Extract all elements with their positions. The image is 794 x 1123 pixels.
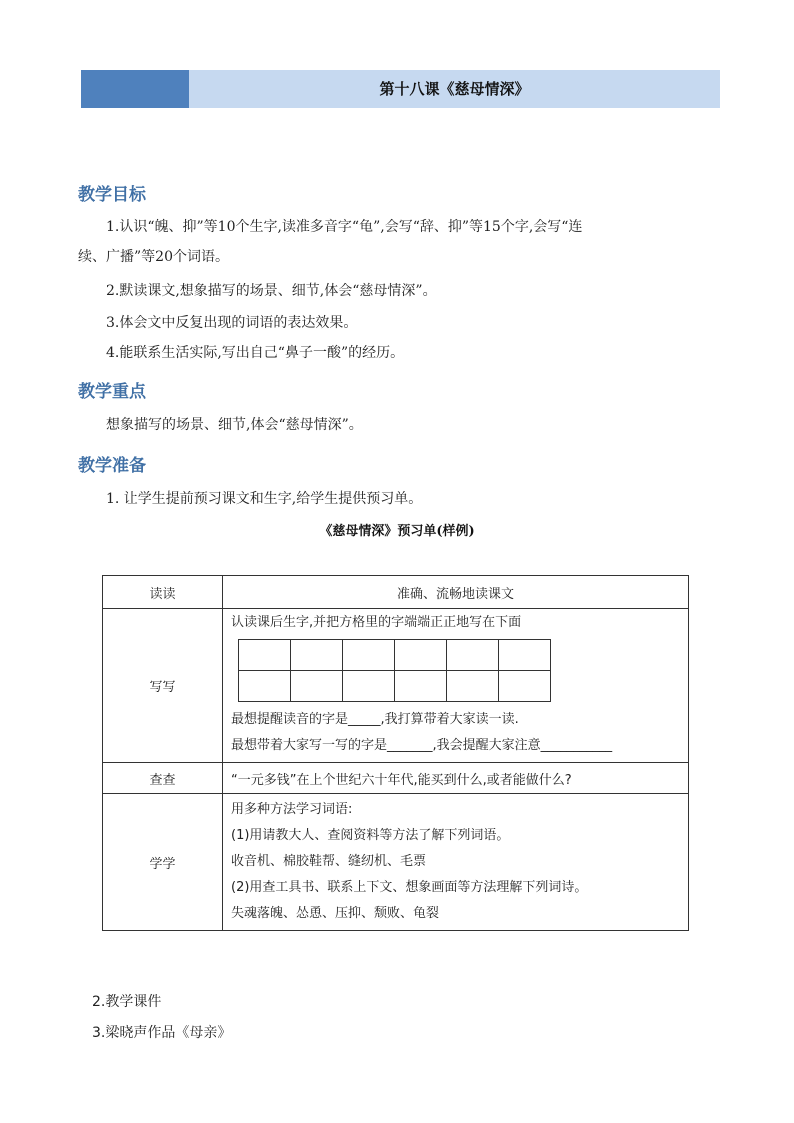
table-row-read <box>103 576 689 609</box>
writing-grid <box>238 639 551 702</box>
table-caption: 《慈母情深》预习单(样例) <box>319 524 475 539</box>
write-writing-line: 最想带着大家写一写的字是_______,我会提醒大家注意___________ <box>231 738 613 753</box>
grid-cell <box>343 671 395 702</box>
read-label: 读读 <box>103 576 223 609</box>
write-content <box>223 609 689 763</box>
objective-item-4: 4.能联系生活实际,写出自己“鼻子一酸”的经历。 <box>106 345 405 361</box>
objective-item-2: 2.默读课文,想象描写的场景、细节,体会“慈母情深”。 <box>106 283 437 299</box>
grid-cell <box>239 640 291 671</box>
preview-sheet-table <box>102 575 689 931</box>
learn-line: 失魂落魄、怂恿、压抑、颓败、龟裂 <box>231 906 440 921</box>
learn-label: 学学 <box>103 794 223 931</box>
table-row-write <box>103 609 689 763</box>
grid-cell <box>395 671 447 702</box>
grid-row <box>239 671 551 702</box>
objective-item-1: 1.认识“魄、抑”等10个生字,读准多音字“龟”,会写“辞、抑”等15个字,会写“连 <box>106 219 583 235</box>
preparation-item-3: 3.梁晓声作品《母亲》 <box>92 1025 232 1041</box>
learn-line: 用多种方法学习词语: <box>231 802 353 817</box>
grid-cell <box>291 640 343 671</box>
grid-cell <box>395 640 447 671</box>
check-content: “一元多钱”在上个世纪六十年代,能买到什么,或者能做什么? <box>223 763 689 794</box>
preparation-heading: 教学准备 <box>78 456 146 476</box>
grid-cell <box>447 640 499 671</box>
page-title: 第十八课《慈母情深》 <box>379 80 530 98</box>
learn-line: (2)用查工具书、联系上下文、想象画面等方法理解下列词诗。 <box>231 880 588 895</box>
title-accent-block <box>81 70 189 108</box>
objective-item-1-cont: 续、广播”等20个词语。 <box>78 249 229 265</box>
table-row-check <box>103 763 689 794</box>
write-label: 写写 <box>103 609 223 763</box>
title-banner <box>81 70 720 108</box>
grid-row <box>239 640 551 671</box>
grid-cell <box>239 671 291 702</box>
grid-cell <box>447 671 499 702</box>
key-points-heading: 教学重点 <box>78 382 146 402</box>
check-label: 查查 <box>103 763 223 794</box>
read-content: 准确、流畅地读课文 <box>223 576 689 609</box>
learn-line: (1)用请教大人、查阅资料等方法了解下列词语。 <box>231 828 510 843</box>
preparation-item-2: 2.教学课件 <box>92 994 162 1010</box>
write-instruction: 认读课后生字,并把方格里的字端端正正地写在下面 <box>231 615 522 630</box>
grid-cell <box>499 640 551 671</box>
grid-cell <box>343 640 395 671</box>
grid-cell <box>499 671 551 702</box>
objectives-heading: 教学目标 <box>78 185 146 205</box>
table-row-learn <box>103 794 689 931</box>
learn-content <box>223 794 689 931</box>
grid-cell <box>291 671 343 702</box>
objective-item-3: 3.体会文中反复出现的词语的表达效果。 <box>106 315 358 331</box>
preparation-item-1: 1. 让学生提前预习课文和生字,给学生提供预习单。 <box>106 491 423 507</box>
key-points-text: 想象描写的场景、细节,体会“慈母情深”。 <box>106 417 363 433</box>
write-pronunciation-line: 最想提醒读音的字是_____,我打算带着大家读一读. <box>231 712 519 727</box>
learn-line: 收音机、棉胶鞋帮、缝纫机、毛票 <box>231 854 427 869</box>
